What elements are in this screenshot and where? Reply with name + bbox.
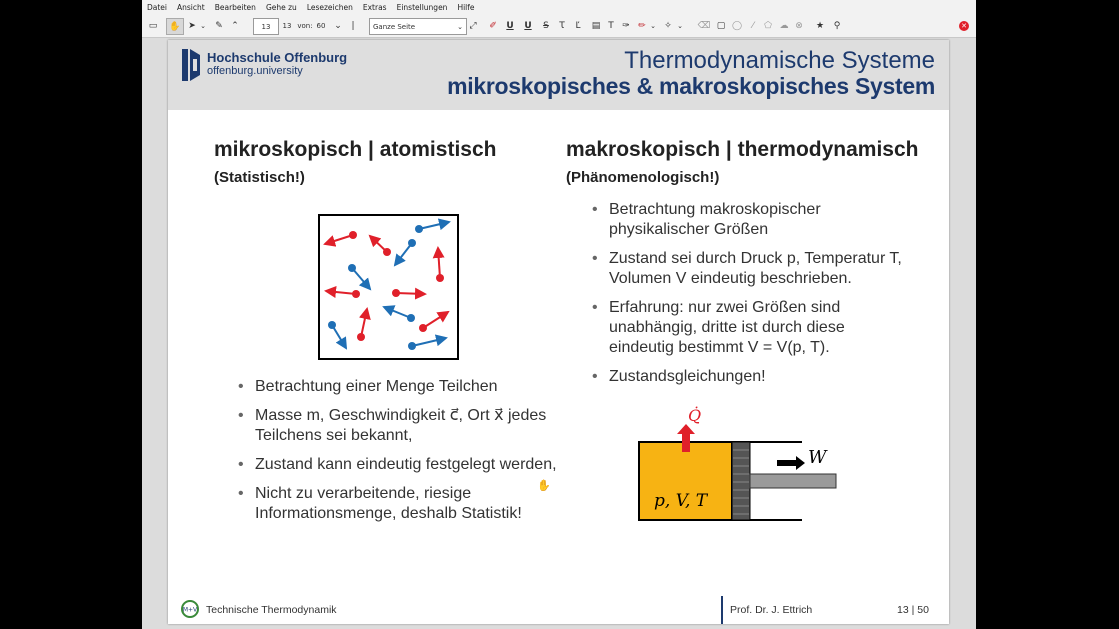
menu-datei[interactable]: Datei bbox=[147, 3, 168, 12]
left-heading: mikroskopisch | atomistisch bbox=[214, 138, 497, 161]
slide-header bbox=[168, 40, 949, 110]
faculty-badge-icon bbox=[180, 599, 200, 619]
separator-icon: | bbox=[351, 20, 355, 31]
freetext-icon[interactable]: T bbox=[608, 20, 614, 31]
toolbar bbox=[142, 15, 976, 38]
zoom-value: Ganze Seite bbox=[373, 22, 416, 31]
right-heading: makroskopisch | thermodynamisch bbox=[566, 138, 919, 161]
menu-gehe-zu[interactable]: Gehe zu bbox=[265, 3, 297, 12]
chevron-down-icon[interactable]: ⌄ bbox=[677, 21, 683, 30]
page-total: 60 bbox=[316, 21, 326, 30]
page-number-input[interactable]: 13 bbox=[253, 18, 279, 35]
menu-ansicht[interactable]: Ansicht bbox=[177, 3, 205, 12]
zoom-select[interactable] bbox=[369, 18, 467, 35]
line-icon[interactable]: ⁄ bbox=[752, 20, 754, 31]
underline-wavy-icon[interactable]: U bbox=[524, 20, 532, 31]
chevron-down-icon[interactable]: ⌄ bbox=[650, 21, 656, 30]
fit-page-icon[interactable]: ⤢ bbox=[469, 20, 477, 31]
menu-einstellungen[interactable]: Einstellungen bbox=[396, 3, 448, 12]
list-item: • Betrachtung makroskopischer physikalischer Größen bbox=[592, 201, 821, 238]
caret-icon[interactable]: Ľ bbox=[575, 20, 581, 31]
stamp-icon[interactable]: ✧ bbox=[664, 20, 672, 31]
university-logo-icon bbox=[182, 49, 200, 81]
list-item: • Zustandsgleichungen! bbox=[592, 368, 766, 385]
cloud-icon[interactable]: ☁ bbox=[779, 20, 789, 31]
logo-line2: offenburg.university bbox=[207, 65, 303, 77]
hand-tool-icon[interactable]: ✋ bbox=[166, 18, 184, 35]
lock-icon[interactable]: ⊗ bbox=[795, 20, 803, 31]
footer-separator bbox=[721, 596, 723, 624]
list-item: • Nicht zu verarbeitende, riesige Informationsmenge, deshalb Statistik! bbox=[238, 485, 522, 522]
list-item: • Betrachtung einer Menge Teilchen bbox=[238, 378, 498, 395]
eraser-icon[interactable]: ⌫ bbox=[697, 20, 711, 31]
highlighter-icon[interactable]: ✑ bbox=[622, 20, 630, 31]
list-item: • Erfahrung: nur zwei Größen sind unabhängig, dritte ist durch diese eindeutig bestimmt V = V(p, T). bbox=[592, 299, 845, 356]
text-insert-icon[interactable]: Ꚍ bbox=[559, 20, 565, 31]
strikethrough-icon[interactable]: S bbox=[543, 20, 549, 31]
menu-bar bbox=[142, 0, 976, 15]
slide-subtitle: mikroskopisches & makroskopisches System bbox=[447, 73, 935, 99]
state-variables-label: p, V, T bbox=[654, 491, 708, 511]
footer-author: Prof. Dr. J. Ettrich bbox=[730, 604, 813, 616]
menu-hilfe[interactable]: Hilfe bbox=[457, 3, 475, 12]
right-subheading: (Phänomenologisch!) bbox=[566, 169, 720, 186]
comment-icon[interactable]: ▤ bbox=[591, 20, 601, 31]
underline-icon[interactable]: U bbox=[506, 20, 514, 31]
left-subheading: (Statistisch!) bbox=[214, 169, 305, 186]
select-tool-icon[interactable]: ➤ bbox=[188, 20, 196, 31]
slide-title: Thermodynamische Systeme bbox=[624, 47, 935, 74]
work-label: W bbox=[808, 447, 827, 468]
right-bullet-list bbox=[589, 200, 909, 396]
particle-box-diagram bbox=[318, 214, 459, 360]
polygon-icon[interactable]: ⬠ bbox=[764, 20, 772, 31]
list-item: • Masse m, Geschwindigkeit c⃗, Ort x⃗ jedes Teilchens sei bekannt, bbox=[238, 407, 547, 444]
list-item: • Zustand kann eindeutig festgelegt werden, bbox=[238, 456, 557, 473]
page-down-icon[interactable]: ⌄ bbox=[334, 20, 342, 31]
page-of-label: von: bbox=[297, 21, 313, 30]
ellipse-icon[interactable]: ◯ bbox=[731, 20, 743, 31]
ink-pen-icon[interactable]: ✏ bbox=[638, 20, 646, 31]
logo-line1: Hochschule Offenburg bbox=[207, 50, 348, 65]
close-icon[interactable]: ✕ bbox=[958, 18, 970, 33]
menu-extras[interactable]: Extras bbox=[362, 3, 387, 12]
piston-cylinder-diagram bbox=[636, 402, 846, 527]
page-up-icon[interactable]: ⌃ bbox=[231, 20, 239, 31]
heat-flow-label: Q̇ bbox=[688, 406, 702, 425]
chevron-down-icon[interactable]: ⌄ bbox=[200, 21, 206, 30]
chevron-down-icon: ⌄ bbox=[457, 22, 463, 31]
sidebar-toggle-icon[interactable]: ▭ bbox=[148, 20, 158, 31]
left-bullet-list bbox=[235, 377, 565, 533]
menu-bearbeiten[interactable]: Bearbeiten bbox=[214, 3, 256, 12]
bookmark-star-icon[interactable]: ★ bbox=[815, 20, 825, 31]
rectangle-icon[interactable]: ▢ bbox=[716, 20, 726, 31]
footer-page-number: 13 | 50 bbox=[897, 604, 929, 616]
hand-cursor-icon: ✋ bbox=[537, 479, 551, 492]
list-item: • Zustand sei durch Druck p, Temperatur T, Volumen V eindeutig beschrieben. bbox=[592, 250, 902, 287]
menu-lesezeichen[interactable]: Lesezeichen bbox=[306, 3, 353, 12]
pen-icon[interactable]: ✐ bbox=[489, 20, 497, 31]
page-display: 13 bbox=[282, 21, 292, 30]
faculty-badge-text: M+V bbox=[182, 606, 198, 614]
footer-course: Technische Thermodynamik bbox=[206, 604, 337, 616]
pdf-page bbox=[168, 40, 949, 624]
pin-icon[interactable]: ⚲ bbox=[833, 20, 841, 31]
annotate-icon[interactable]: ✎ bbox=[215, 20, 223, 31]
